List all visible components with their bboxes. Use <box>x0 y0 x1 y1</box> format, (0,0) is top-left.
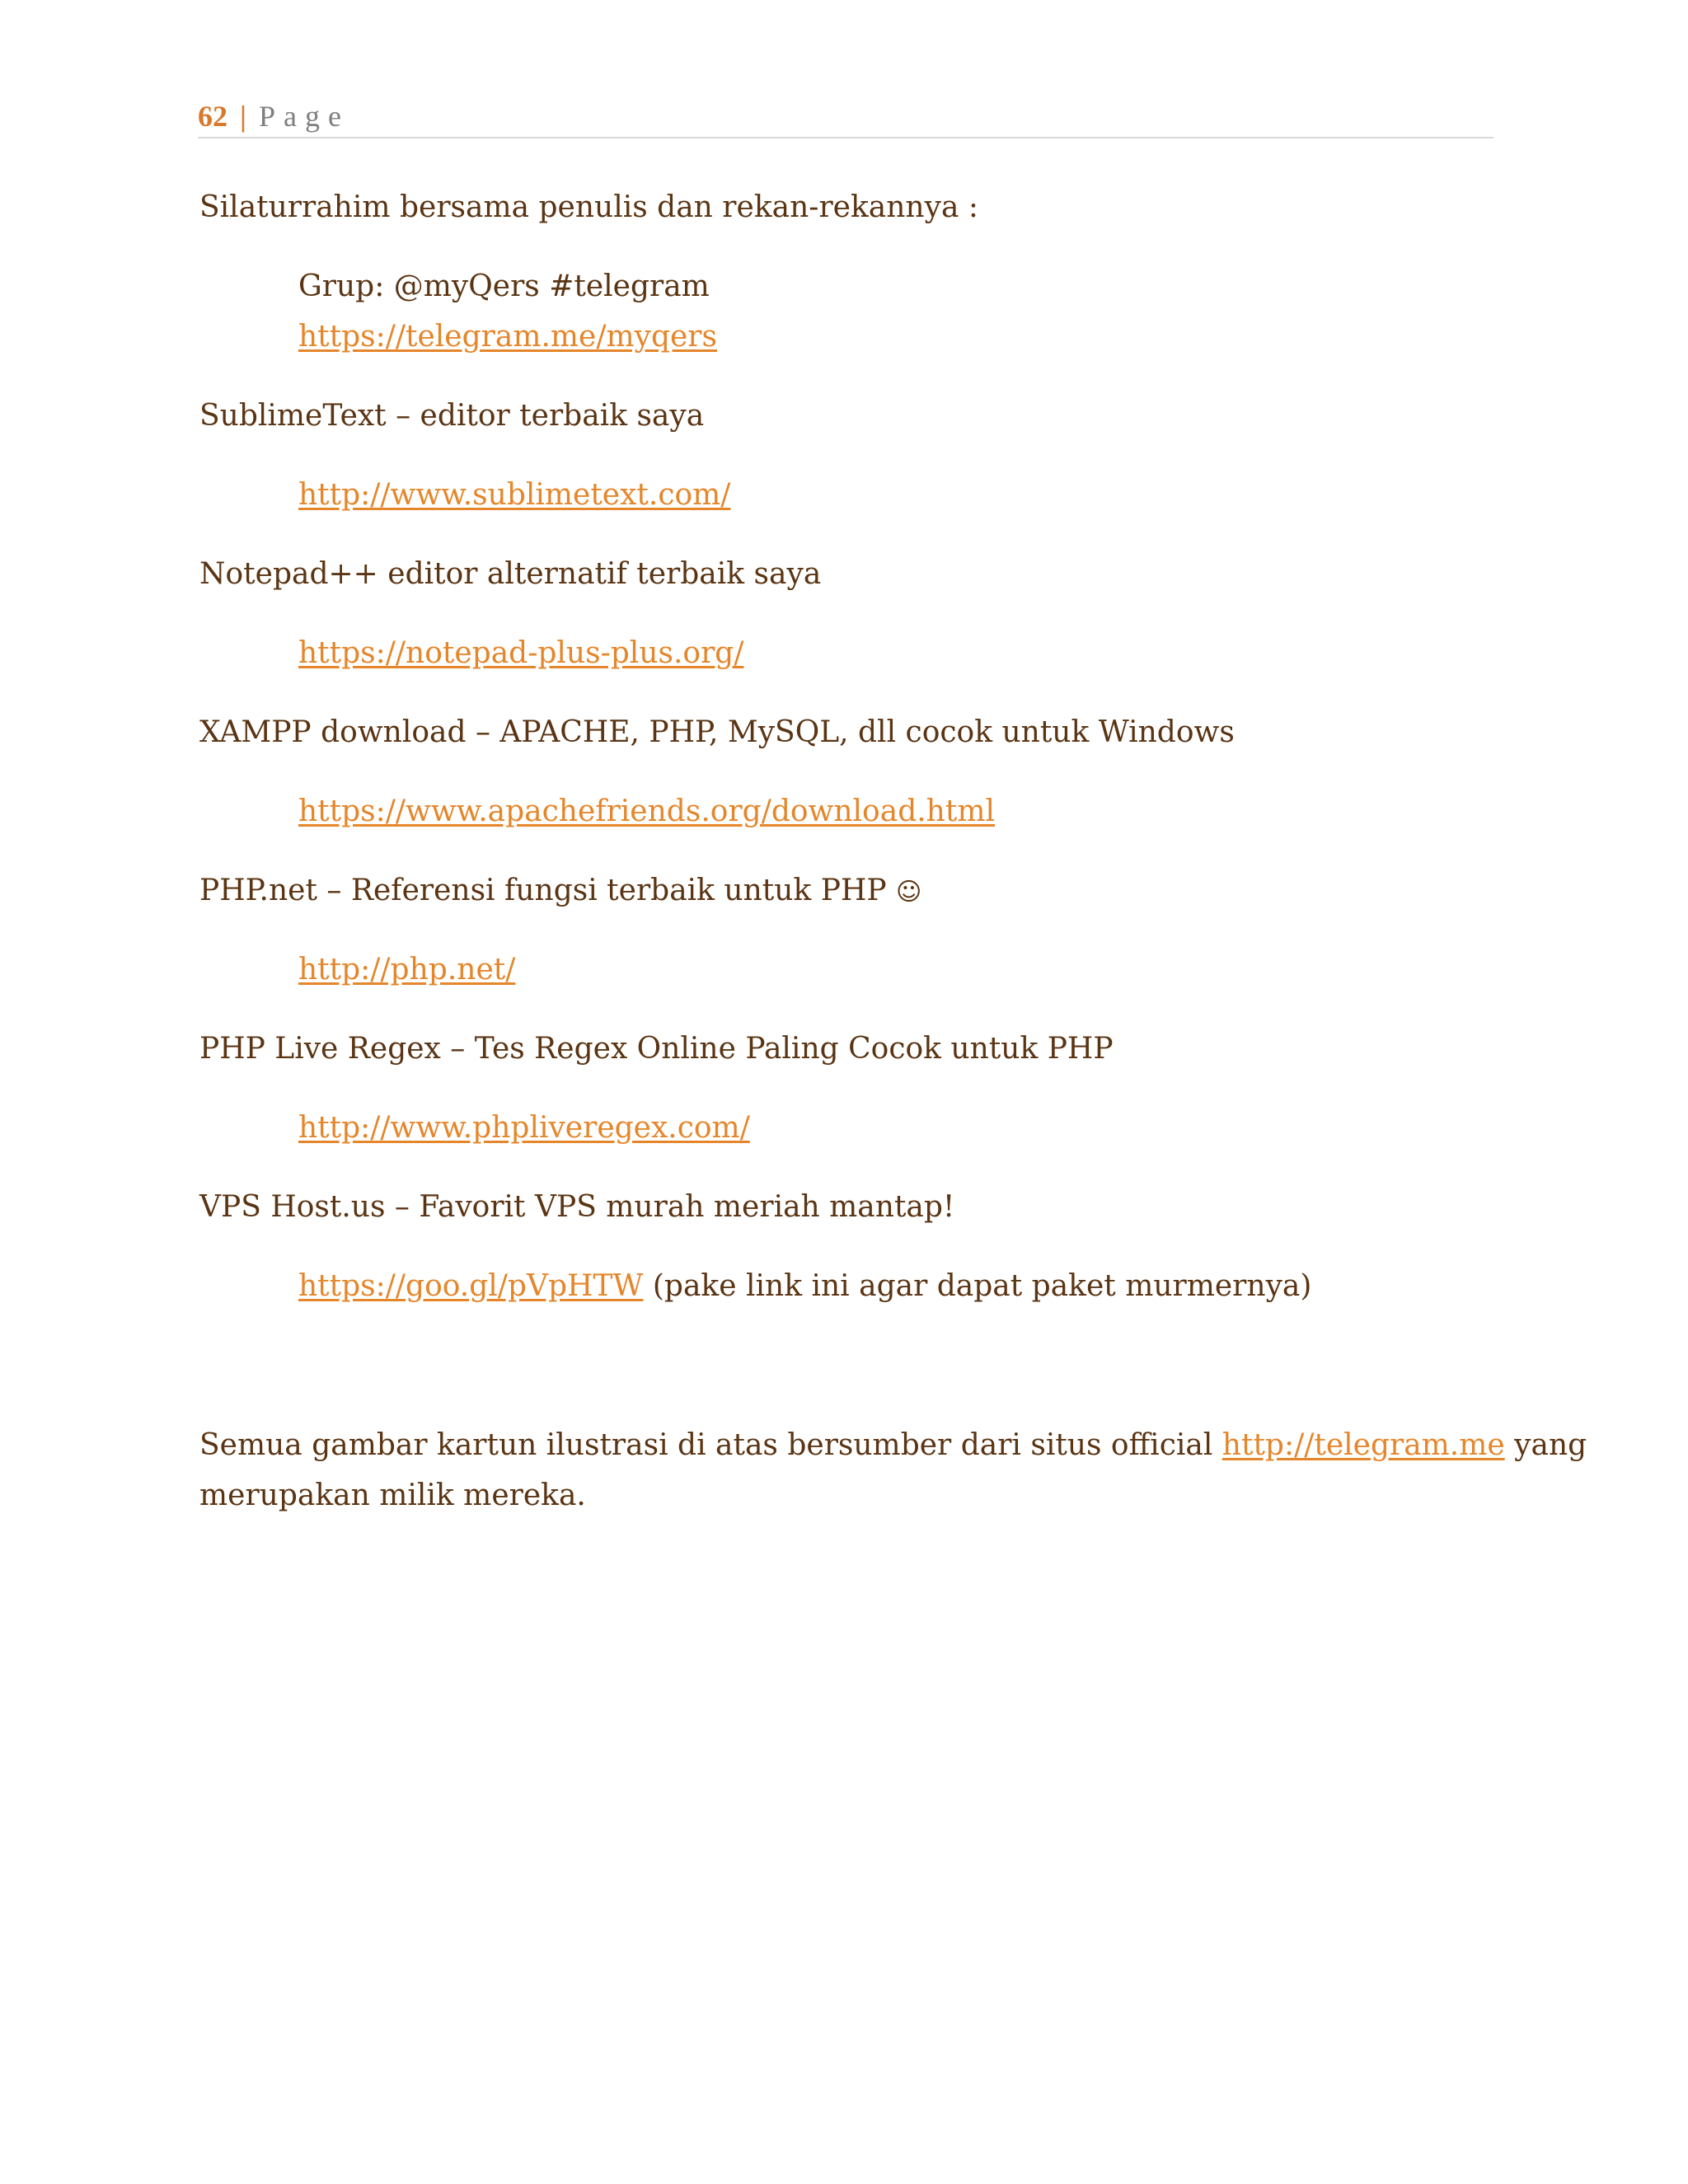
phpnet-link[interactable]: http://php.net/ <box>298 953 516 987</box>
footer-note-suffix: yang <box>1514 1428 1587 1462</box>
resource-title-xampp: XAMPP download – APACHE, PHP, MySQL, dll cocok untuk Windows <box>199 715 1235 749</box>
phpnet-title-text: PHP.net – Referensi fungsi terbaik untuk PHP <box>199 874 887 907</box>
xampp-link[interactable]: https://www.apachefriends.org/download.html <box>298 794 995 828</box>
vpshost-link[interactable]: https://goo.gl/pVpHTW <box>298 1269 644 1303</box>
smiley-icon: ☺ <box>896 878 922 907</box>
resource-link-line <box>298 1108 750 1148</box>
resource-title-vpshost: VPS Host.us – Favorit VPS murah meriah mantap! <box>199 1190 955 1224</box>
page-label: Page <box>258 100 349 133</box>
vpshost-note: (pake link ini agar dapat paket murmernya) <box>652 1269 1312 1303</box>
resource-title-notepad: Notepad++ editor alternatif terbaik saya <box>199 557 822 591</box>
resource-title-sublimetext: SublimeText – editor terbaik saya <box>199 399 705 433</box>
resource-link-line <box>298 634 743 673</box>
footer-note-prefix: Semua gambar kartun ilustrasi di atas bersumber dari situs official <box>199 1428 1213 1462</box>
telegram-group-link[interactable]: https://telegram.me/myqers <box>298 320 717 354</box>
sublimetext-link[interactable]: http://www.sublimetext.com/ <box>298 478 731 512</box>
resource-title-phpliveregex: PHP Live Regex – Tes Regex Online Paling Cocok untuk PHP <box>199 1032 1114 1066</box>
footer-note-line2: merupakan milik mereka. <box>199 1479 586 1512</box>
header-separator: | <box>240 100 246 133</box>
telegram-official-link[interactable]: http://telegram.me <box>1221 1428 1505 1462</box>
footer-note-line1 <box>199 1426 1587 1465</box>
resource-link-line <box>298 1267 1311 1306</box>
resource-title-phpnet <box>199 871 921 912</box>
page-number: 62 <box>198 100 227 133</box>
resource-link-line <box>298 476 730 515</box>
group-link-line <box>298 317 717 357</box>
phpliveregex-link[interactable]: http://www.phpliveregex.com/ <box>298 1111 750 1145</box>
resource-link-line <box>298 792 995 832</box>
group-text: Grup: @myQers #telegram <box>298 269 710 303</box>
page-header <box>198 96 1493 138</box>
intro-text: Silaturrahim bersama penulis dan rekan-rekannya : <box>199 190 978 224</box>
resource-link-line <box>298 950 515 990</box>
notepad-link[interactable]: https://notepad-plus-plus.org/ <box>298 636 744 670</box>
